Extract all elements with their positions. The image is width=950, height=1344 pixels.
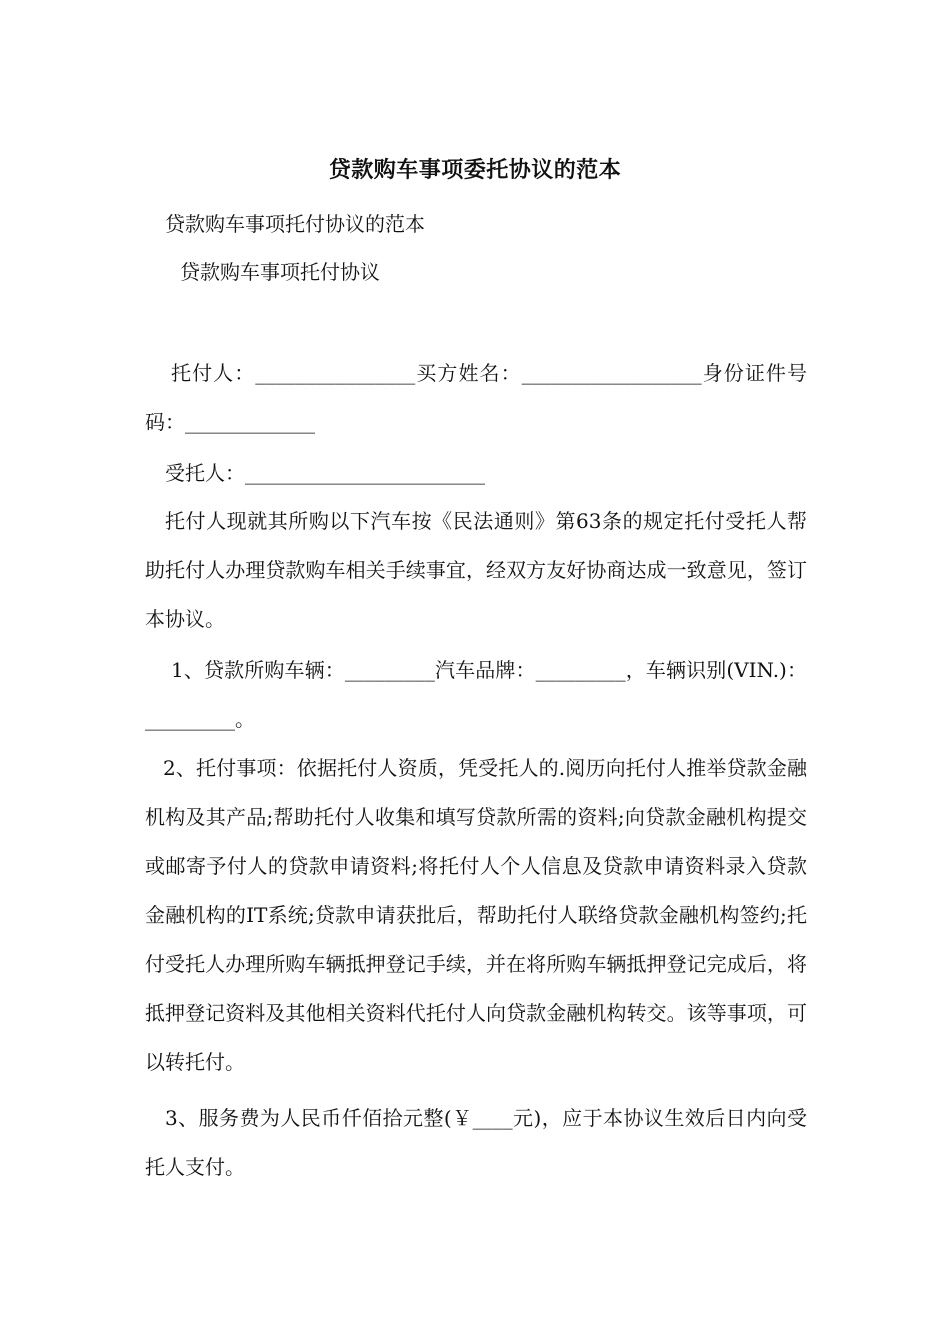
intro-paragraph: 托付人现就其所购以下汽车按《民法通则》第63条的规定托付受托人帮助托付人办理贷款购车相关手续事宜，经双方友好协商达成一致意见，签订本协议。: [145, 509, 807, 631]
document-page: [145, 0, 805, 1344]
trustee-line: 受托人：________________________: [165, 461, 485, 485]
parties-paragraph: 托付人：________________买方姓名：__________________身份证件号码：_____________: [145, 361, 807, 434]
subtitle-line-2: 贷款购车事项托付协议: [180, 260, 380, 284]
document-title: 贷款购车事项委托协议的范本: [328, 157, 622, 183]
subtitle-line-1: 贷款购车事项托付协议的范本: [165, 212, 425, 236]
item-2-paragraph: 2、托付事项：依据托付人资质，凭受托人的.阅历向托付人推举贷款金融机构及其产品;帮助托付人收集和填写贷款所需的资料;向贷款金融机构提交或邮寄予付人的贷款申请资料;将托付人个人信息及贷款申请资料录入贷款金融机构的IT系统;贷款申请获批后，帮助托付人联络贷款金融机构签约;托付受托人办理所购车辆抵押登记手续，并在将所购车辆抵押登记完成后，将抵押登记资料及其他相关资料代托付人向贷款金融机构转交。该等事项，可以转托付。: [145, 756, 807, 1074]
item-3-paragraph: 3、服务费为人民币仟佰拾元整(￥____元)，应于本协议生效后日内向受托人支付。: [145, 1106, 807, 1179]
item-1-paragraph: 1、贷款所购车辆：_________汽车品牌：_________，车辆识别(VIN.)：_________。: [145, 658, 807, 731]
